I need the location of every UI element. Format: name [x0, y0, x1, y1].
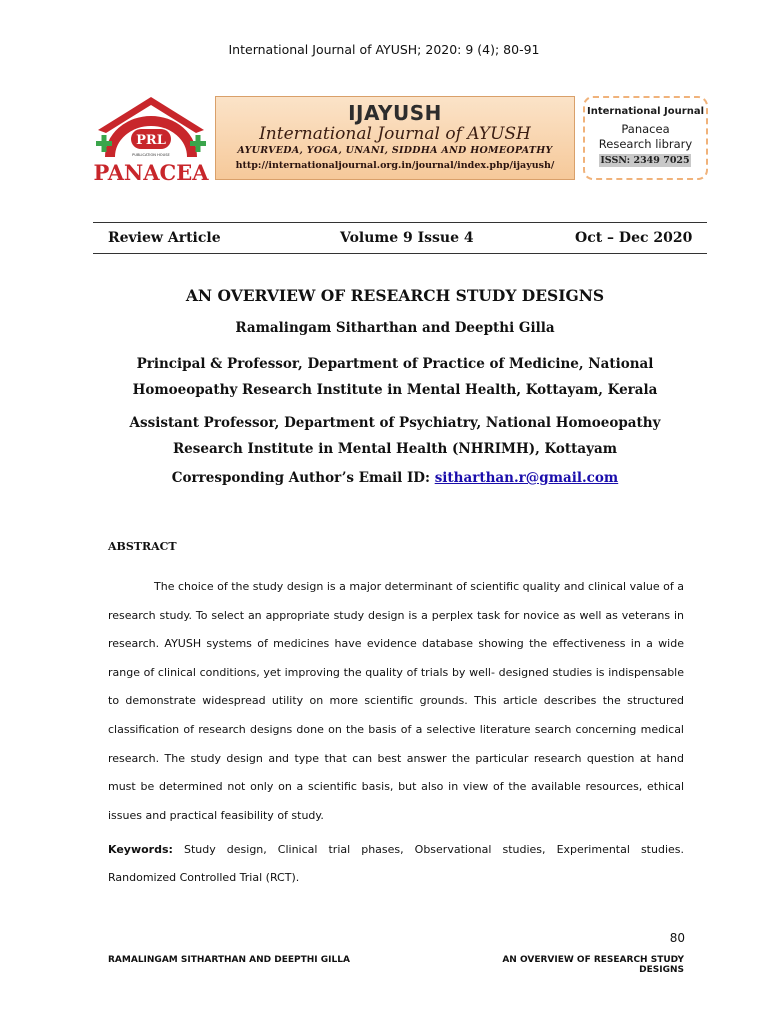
banner-title: IJAYUSH: [348, 101, 442, 125]
abstract-heading: ABSTRACT: [108, 540, 177, 553]
footer-title: AN OVERVIEW OF RESEARCH STUDY DESIGNS: [502, 955, 684, 975]
volume-issue: Volume 9 Issue 4: [340, 230, 474, 246]
page-number: 80: [669, 931, 685, 945]
keywords-list: Study design, Clinical trial phases, Observational studies, Experimental studies. Randomized Controlled Trial (RCT).: [108, 843, 685, 884]
corresponding-email-line: [0, 470, 768, 486]
email-link[interactable]: sitharthan.r@gmail.com: [434, 470, 619, 486]
journal-banner: [215, 96, 575, 180]
logo-badge-text: PRL: [136, 133, 166, 148]
authors: Ramalingam Sitharthan and Deepthi Gilla: [235, 320, 555, 336]
keywords-paragraph: [108, 836, 684, 892]
issue-date: Oct – Dec 2020: [575, 230, 693, 246]
bottom-divider: [93, 253, 707, 254]
banner-url[interactable]: http://internationaljournal.org.in/journal/index.php/ijayush/: [235, 160, 555, 171]
panacea-logo: [88, 95, 214, 185]
prl-line-journal: International Journal: [587, 106, 704, 117]
article-type: Review Article: [108, 230, 221, 246]
prl-line-library: Research library: [598, 137, 693, 151]
email-label: Corresponding Author’s Email ID:: [171, 470, 430, 486]
logo-tagline: PUBLICATION HOUSE: [132, 153, 170, 157]
affiliation-1: Principal & Professor, Department of Practice of Medicine, National Homoeopathy Research Institute in Mental Health, Kottayam, Kerala: [132, 356, 658, 398]
prl-info-box: [583, 96, 708, 180]
keywords-label: Keywords:: [108, 843, 173, 856]
article-title: AN OVERVIEW OF RESEARCH STUDY DESIGNS: [185, 286, 605, 305]
journal-citation-line: International Journal of AYUSH; 2020: 9 (4); 80-91: [228, 42, 540, 57]
top-divider: [93, 222, 707, 223]
prl-line-panacea: Panacea: [621, 122, 670, 136]
issn-label: ISSN: 2349 7025: [600, 155, 690, 166]
footer-authors: RAMALINGAM SITHARTHAN AND DEEPTHI GILLA: [108, 955, 350, 965]
banner-subtitle: International Journal of AYUSH: [259, 124, 531, 144]
abstract-body: The choice of the study design is a major determinant of scientific quality and clinical value of a research study. To select an appropriate study design is a perplex task for novice as well as veterans in research. AYUSH systems of medicines have evidence database showing the effectiveness in a wide range of clinical conditions, yet improving the quality of trials by well- designed studies is indispensable to demonstrate widespread utility on more scientific grounds. This article describes the structured classification of research designs done on the basis of a selective literature search concerning medical research. The study design and type that can best answer the particular research question at hand must be determined not only on a scientific basis, but also in view of the available resources, ethical issues and practical feasibility of study.: [108, 580, 684, 822]
banner-systems: AYURVEDA, YOGA, UNANI, SIDDHA AND HOMEOPATHY: [237, 145, 553, 156]
logo-name: PANACEA: [93, 160, 209, 185]
affiliation-2: Assistant Professor, Department of Psychiatry, National Homoeopathy Research Institute in Mental Health (NHRIMH), Kottayam: [129, 415, 661, 457]
